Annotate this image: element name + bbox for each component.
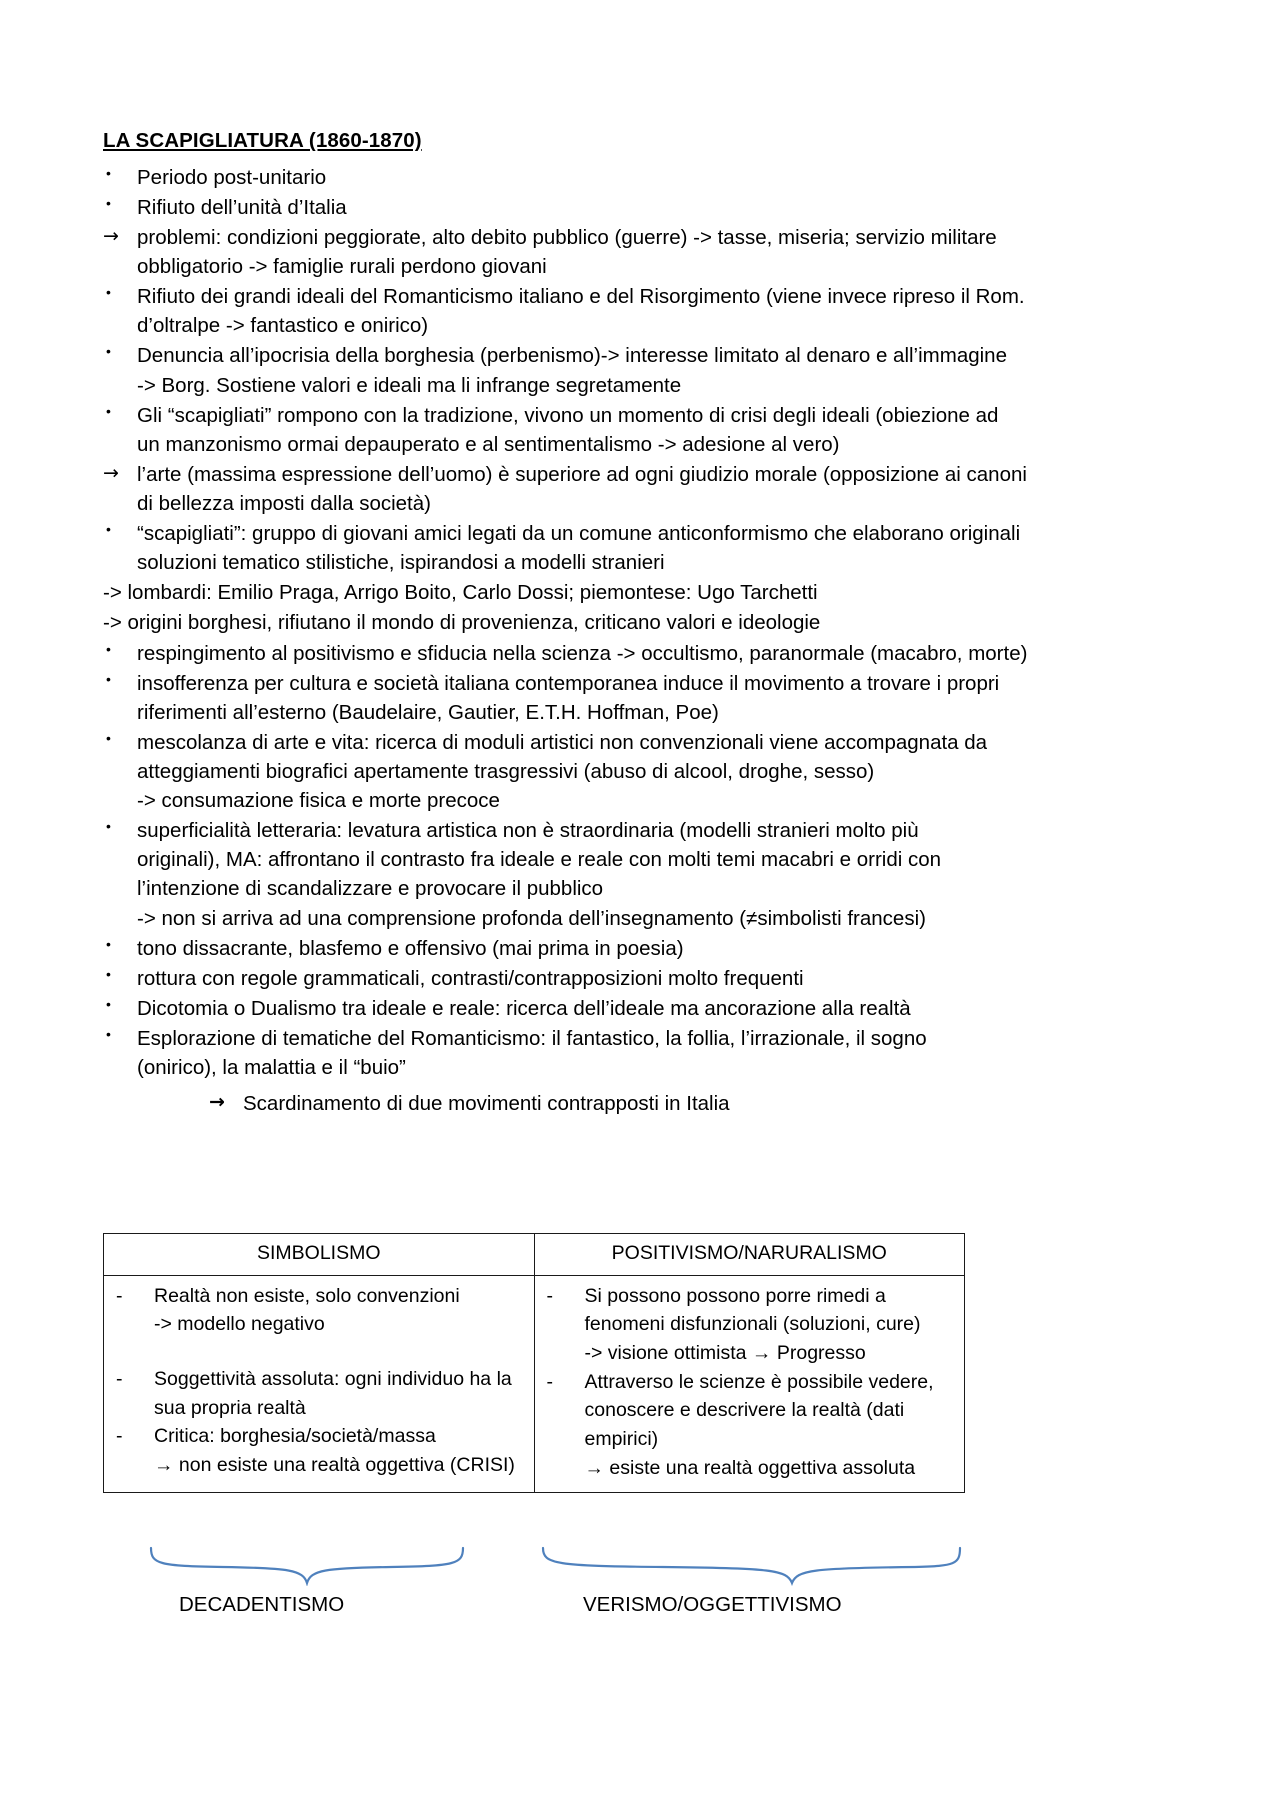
dash-icon: -	[546, 1370, 553, 1393]
table-header-row	[104, 1234, 965, 1276]
bullet-icon: •	[106, 935, 111, 952]
list-item-line: respingimento al positivismo e sfiducia nella scienza -> occultismo, paranormale (macabro, morte)	[137, 641, 1028, 665]
list-item-line: superficialità letteraria: levatura artistica non è straordinaria (modelli stranieri molto più	[137, 819, 919, 843]
dash-icon: -	[116, 1367, 123, 1390]
table-cell-text: Si possono possono porre rimedi a	[584, 1284, 886, 1307]
list-item	[103, 193, 1038, 222]
list-item-line: un manzonismo ormai depauperato e al sentimentalismo -> adesione al vero)	[137, 432, 840, 456]
list-item	[103, 728, 1038, 815]
list-item	[103, 934, 1038, 963]
list-item-line: -> Borg. Sostiene valori e ideali ma li infrange segretamente	[137, 373, 682, 397]
list-item-line: Denuncia all’ipocrisia della borghesia (perbenismo)-> interesse limitato al denaro e all’immagine	[137, 344, 1007, 368]
list-item-line: riferimenti all’esterno (Baudelaire, Gautier, E.T.H. Hoffman, Poe)	[137, 700, 719, 724]
table-cell-text: Attraverso le scienze è possibile vedere,	[584, 1370, 934, 1393]
list-item	[103, 816, 1038, 932]
list-item-line: problemi: condizioni peggiorate, alto debito pubblico (guerre) -> tasse, miseria; servizio militare	[137, 226, 997, 250]
list-item-line: (onirico), la malattia e il “buio”	[137, 1056, 406, 1080]
bullet-icon: •	[106, 995, 111, 1012]
list-item-line: Dicotomia o Dualismo tra ideale e reale: ricerca dell’ideale ma ancorazione alla realtà	[137, 996, 911, 1020]
list-item-line: -> consumazione fisica e morte precoce	[137, 789, 500, 813]
arrow-icon: →	[103, 461, 119, 484]
dash-icon: -	[116, 1284, 123, 1307]
list-item-line: Rifiuto dell’unità d’Italia	[137, 195, 347, 219]
list-item-line: -> lombardi: Emilio Praga, Arrigo Boito, Carlo Dossi; piemontese: Ugo Tarchetti	[103, 581, 818, 605]
table-cell-line	[114, 1282, 524, 1311]
bullet-icon: •	[106, 402, 111, 419]
list-item	[103, 639, 1038, 668]
table-cell-line: -> modello negativo	[154, 1313, 325, 1336]
arrow-icon: →	[103, 225, 119, 248]
bullet-icon: •	[106, 640, 111, 657]
list-item	[103, 519, 1038, 577]
list-item-line: d’oltralpe -> fantastico e onirico)	[137, 314, 429, 338]
table-cell-line	[114, 1422, 524, 1451]
dash-icon: -	[546, 1284, 553, 1307]
list-item	[103, 341, 1038, 399]
table-cell-line: conoscere e descrivere la realtà (dati	[584, 1399, 905, 1422]
table-cell-text: Soggettività assoluta: ogni individuo ha la	[154, 1367, 512, 1390]
list-item-line: rottura con regole grammaticali, contrasti/contrapposizioni molto frequenti	[137, 966, 804, 990]
list-item-line: Rifiuto dei grandi ideali del Romanticismo italiano e del Risorgimento (viene invece ripreso il Rom.	[137, 285, 1025, 309]
table-cell-line	[545, 1368, 955, 1397]
bullet-icon: •	[106, 164, 111, 181]
table-cell-text: Critica: borghesia/società/massa	[154, 1425, 436, 1448]
list-item-line: mescolanza di arte e vita: ricerca di moduli artistici non convenzionali viene accompagnata da	[137, 730, 988, 754]
list-item-line: -> origini borghesi, rifiutano il mondo di provenienza, criticano valori e ideologie	[103, 611, 821, 635]
table-cell-positivismo	[534, 1275, 965, 1493]
bullet-icon: •	[106, 1026, 111, 1042]
bullet-icon: •	[106, 284, 111, 301]
curly-braces-icon	[103, 1546, 965, 1586]
table-cell-line	[545, 1282, 955, 1311]
table-header-positivismo: POSITIVISMO/NARURALISMO	[534, 1234, 965, 1276]
table-cell-line: -> visione ottimista → Progresso	[584, 1341, 866, 1364]
list-item-line: soluzioni tematico stilistiche, ispirandosi a modelli stranieri	[137, 551, 665, 575]
list-item-line: Scardinamento di due movimenti contrapposti in Italia	[243, 1092, 730, 1116]
arrow-icon: →	[209, 1091, 225, 1114]
list-item	[103, 460, 1038, 518]
comparison-table	[103, 1233, 965, 1493]
list-item-line: -> non si arriva ad una comprensione profonda dell’insegnamento (≠simbolisti francesi)	[137, 906, 926, 930]
list-item	[103, 223, 1038, 281]
table-header-simbolismo: SIMBOLISMO	[104, 1234, 535, 1276]
table-cell-line	[114, 1365, 524, 1394]
list-item	[103, 1089, 1038, 1118]
page-title: LA SCAPIGLIATURA (1860-1870)	[103, 129, 422, 152]
table-cell-simbolismo	[104, 1275, 535, 1493]
table-cell-text: Realtà non esiste, solo convenzioni	[154, 1284, 460, 1307]
list-item-line: tono dissacrante, blasfemo e offensivo (mai prima in poesia)	[137, 936, 684, 960]
bullet-icon: •	[106, 729, 111, 746]
notes-body	[103, 128, 1038, 1119]
table-cell-line: fenomeni disfunzionali (soluzioni, cure)	[584, 1313, 921, 1336]
label-decadentismo: DECADENTISMO	[179, 1593, 345, 1616]
list-item	[103, 964, 1038, 993]
list-item	[103, 1024, 1038, 1082]
list-item-line: l’arte (massima espressione dell’uomo) è superiore ad ogni giudizio morale (opposizione ai canoni	[137, 462, 1027, 486]
table-cell-line: → non esiste una realtà oggettiva (CRISI)	[154, 1453, 515, 1476]
list-item	[103, 578, 1038, 607]
list-item-line: insofferenza per cultura e società italiana contemporanea induce il movimento a trovare i propri	[137, 671, 1000, 695]
bullet-icon: •	[106, 818, 111, 835]
table-cell-line: empirici)	[584, 1427, 659, 1450]
list-item-line: atteggiamenti biografici apertamente trasgressivi (abuso di alcool, droghe, sesso)	[137, 760, 875, 784]
list-item-line: Esplorazione di tematiche del Romanticismo: il fantastico, la follia, l’irrazionale, il sogno	[137, 1027, 927, 1050]
table-row	[104, 1275, 965, 1493]
list-item-line: Periodo post-unitario	[137, 165, 327, 189]
table-cell-line: → esiste una realtà oggettiva assoluta	[584, 1456, 916, 1479]
list-item	[103, 608, 1038, 637]
dash-icon: -	[116, 1425, 123, 1448]
list-item-line: obbligatorio -> famiglie rurali perdono giovani	[137, 255, 547, 279]
bullet-list	[103, 163, 1038, 1119]
list-item-line: Gli “scapigliati” rompono con la tradizione, vivono un momento di crisi degli ideali (obiezione ad	[137, 403, 999, 427]
list-item	[103, 401, 1038, 459]
brace-group	[103, 1546, 965, 1586]
list-item-line: l’intenzione di scandalizzare e provocare il pubblico	[137, 877, 604, 901]
bullet-icon: •	[106, 343, 111, 360]
list-item	[103, 163, 1038, 192]
list-item	[103, 282, 1038, 340]
list-item-line: “scapigliati”: gruppo di giovani amici legati da un comune anticonformismo che elaborano originali	[137, 522, 1021, 546]
bullet-icon: •	[106, 965, 111, 982]
list-item-line: originali), MA: affrontano il contrasto fra ideale e reale con molti temi macabri e orridi con	[137, 848, 942, 872]
list-item	[103, 669, 1038, 727]
label-verismo: VERISMO/OGGETTIVISMO	[583, 1593, 842, 1616]
list-item-line: di bellezza imposti dalla società)	[137, 492, 431, 516]
list-item	[103, 994, 1038, 1023]
bullet-icon: •	[106, 670, 111, 687]
bullet-icon: •	[106, 194, 111, 211]
table-cell-line: sua propria realtà	[154, 1396, 306, 1419]
table-cell-spacer	[114, 1339, 524, 1365]
bullet-icon: •	[106, 521, 111, 538]
